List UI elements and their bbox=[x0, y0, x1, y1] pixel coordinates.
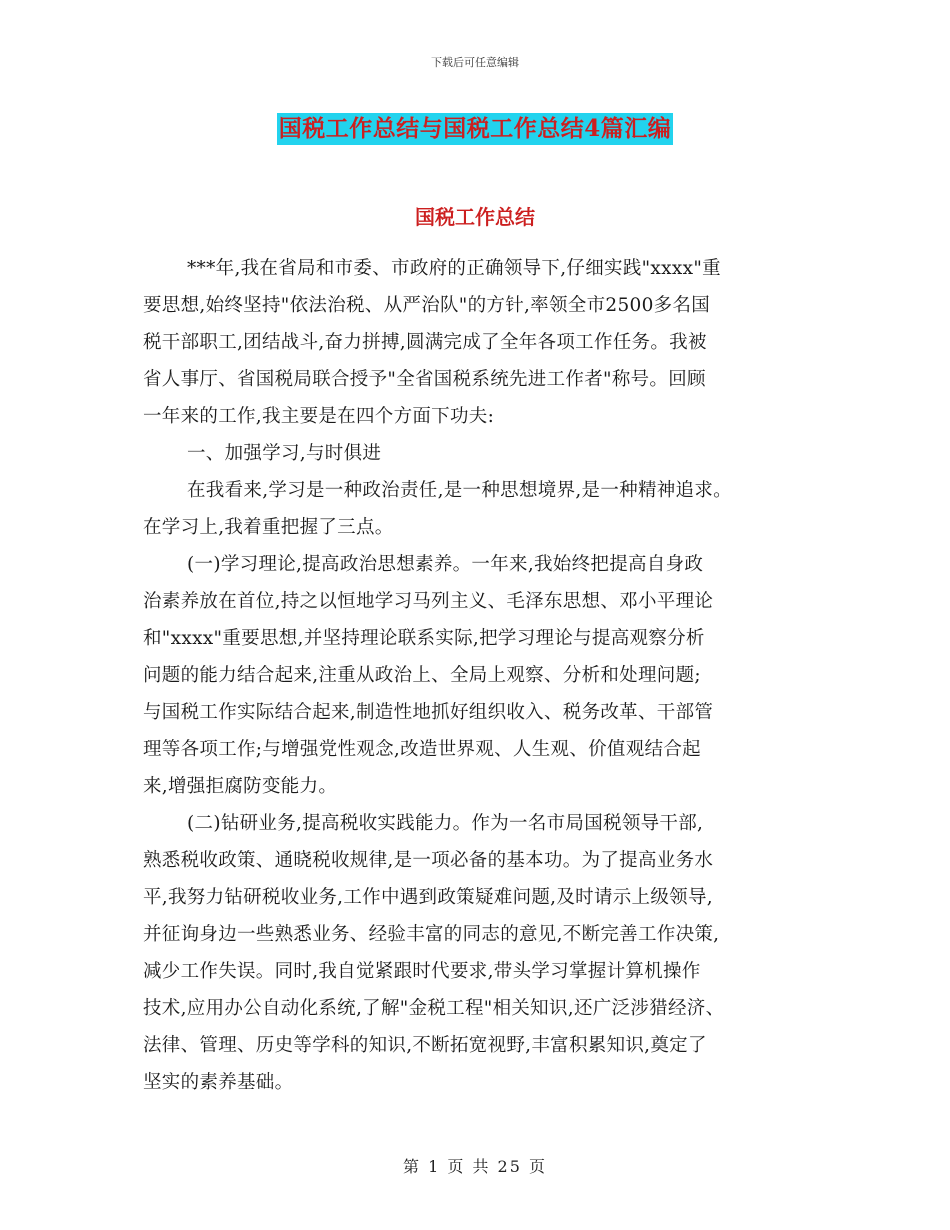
body-line: (一)学习理论,提高政治思想素养。一年来,我始终把提高自身政 bbox=[187, 554, 704, 575]
body-line: 治素养放在首位,持之以恒地学习马列主义、毛泽东思想、邓小平理论 bbox=[143, 591, 714, 612]
body-line: 并征询身边一些熟悉业务、经验丰富的同志的意见,不断完善工作决策, bbox=[143, 924, 720, 945]
body-line: (二)钻研业务,提高税收实践能力。作为一名市局国税领导干部, bbox=[187, 813, 704, 834]
document-body bbox=[143, 250, 823, 1101]
document-title-container bbox=[0, 113, 950, 145]
body-line: 问题的能力结合起来,注重从政治上、全局上观察、分析和处理问题; bbox=[143, 665, 701, 686]
section-title: 国税工作总结 bbox=[415, 205, 535, 229]
body-line: 技术,应用办公自动化系统,了解"金税工程"相关知识,还广泛涉猎经济、 bbox=[143, 998, 725, 1019]
page-header-note: 下载后可任意编辑 bbox=[431, 56, 519, 69]
document-title: 国税工作总结与国税工作总结4篇汇编 bbox=[277, 113, 674, 145]
body-line: 理等各项工作;与增强党性观念,改造世界观、人生观、价值观结合起 bbox=[143, 739, 701, 760]
body-line: 要思想,始终坚持"依法治税、从严治队"的方针,率领全市2500多名国 bbox=[143, 295, 711, 316]
body-line: 坚实的素养基础。 bbox=[143, 1072, 294, 1093]
body-line: 法律、管理、历史等学科的知识,不断拓宽视野,丰富积累知识,奠定了 bbox=[143, 1035, 707, 1056]
page-number-footer: 第 1 页 共 25 页 bbox=[403, 1157, 547, 1176]
body-line: 来,增强拒腐防变能力。 bbox=[143, 776, 338, 797]
body-line: 熟悉税收政策、通晓税收规律,是一项必备的基本功。为了提高业务水 bbox=[143, 850, 714, 871]
body-line: ***年,我在省局和市委、市政府的正确领导下,仔细实践"xxxx"重 bbox=[187, 258, 721, 279]
body-line: 平,我努力钻研税收业务,工作中遇到政策疑难问题,及时请示上级领导, bbox=[143, 887, 713, 908]
section-heading: 一、加强学习,与时俱进 bbox=[187, 443, 382, 464]
body-line: 一年来的工作,我主要是在四个方面下功夫: bbox=[143, 406, 495, 427]
body-line: 在学习上,我着重把握了三点。 bbox=[143, 517, 394, 538]
body-line: 在我看来,学习是一种政治责任,是一种思想境界,是一种精神追求。 bbox=[187, 480, 732, 501]
body-line: 与国税工作实际结合起来,制造性地抓好组织收入、税务改革、干部管 bbox=[143, 702, 714, 723]
body-line: 减少工作失误。同时,我自觉紧跟时代要求,带头学习掌握计算机操作 bbox=[143, 961, 701, 982]
body-line: 和"xxxx"重要思想,并坚持理论联系实际,把学习理论与提高观察分析 bbox=[143, 628, 705, 649]
body-line: 税干部职工,团结战斗,奋力拼搏,圆满完成了全年各项工作任务。我被 bbox=[143, 332, 707, 353]
body-line: 省人事厅、省国税局联合授予"全省国税系统先进工作者"称号。回顾 bbox=[143, 369, 706, 390]
